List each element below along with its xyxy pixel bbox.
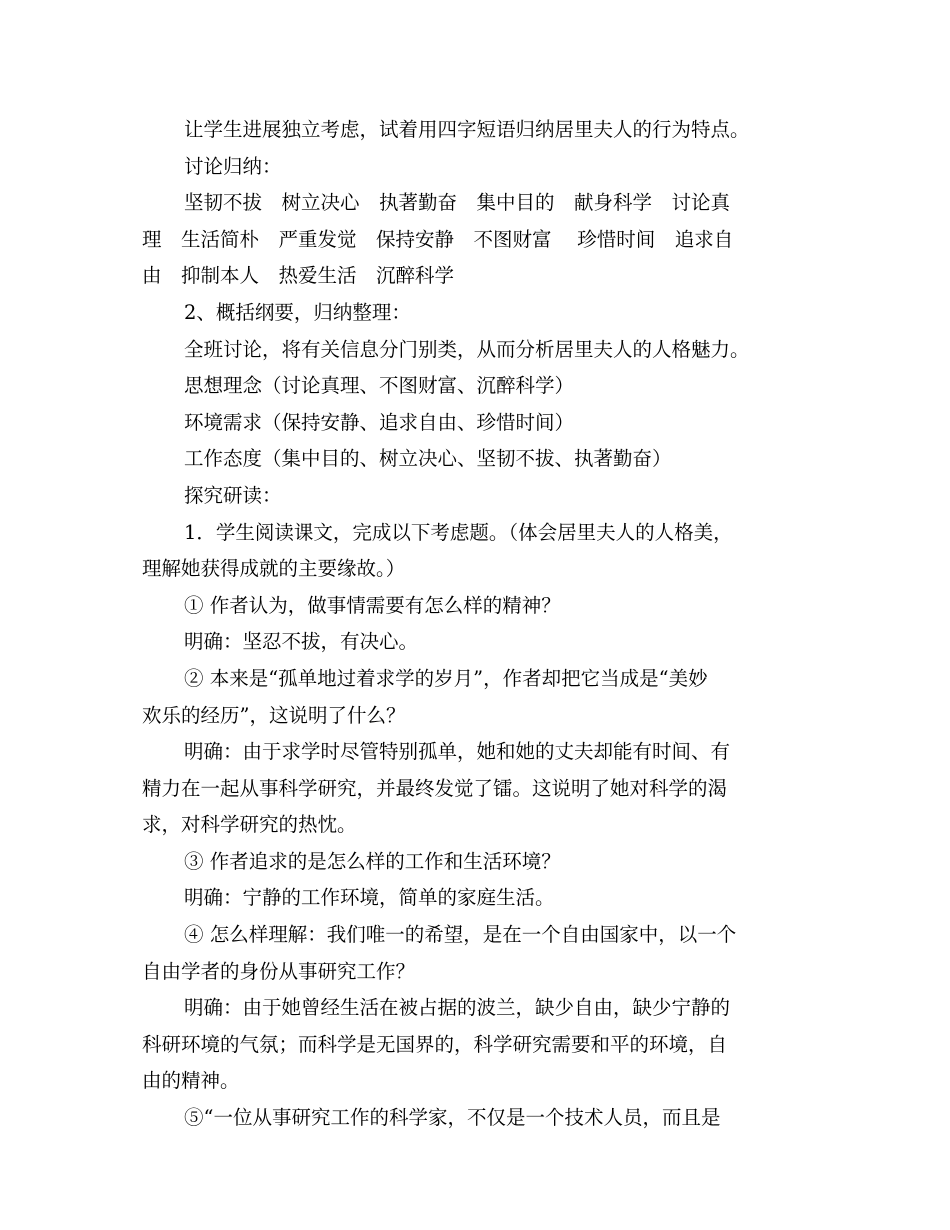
paragraph xyxy=(142,515,810,588)
paragraph xyxy=(142,112,810,149)
text-line: ⑤“一位从事研究工作的科学家，不仅是一个技术人员，而且是 xyxy=(184,1106,721,1130)
answer xyxy=(142,624,810,661)
document-body xyxy=(142,112,810,1137)
text-line: 欢乐的经历”，这说明了什么？ xyxy=(142,703,406,727)
text-line: 理 生活简朴 严重发觉 保持安静 不图财富 珍惜时间 追求自 xyxy=(142,227,734,251)
text-line: ③ 作者追求的是怎么样的工作和生活环境？ xyxy=(184,849,561,873)
text-line: ④ 怎么样理解：我们唯一的希望，是在一个自由国家中，以一个 xyxy=(184,923,737,947)
question xyxy=(142,844,810,881)
paragraph xyxy=(142,441,810,478)
text-line: 全班讨论，将有关信息分门别类，从而分析居里夫人的人格魅力。 xyxy=(184,337,750,361)
text-line: 明确：坚忍不拔，有决心。 xyxy=(184,630,419,654)
text-line: 2、概括纲要，归纳整理： xyxy=(184,300,411,324)
question xyxy=(142,917,810,990)
text-line: 求，对科学研究的热忱。 xyxy=(142,813,357,837)
paragraph xyxy=(142,368,810,405)
answer xyxy=(142,880,810,917)
text-line: 明确：由于她曾经生活在被占据的波兰，缺少自由，缺少宁静的 xyxy=(184,996,731,1020)
text-line: 让学生进展独立考虑，试着用四字短语归纳居里夫人的行为特点。 xyxy=(184,118,750,141)
text-line: 坚韧不拔 树立决心 执著勤奋 集中目的 献身科学 讨论真 xyxy=(184,191,731,215)
question xyxy=(142,588,810,625)
text-line: 自由学者的身份从事研究工作？ xyxy=(142,959,416,983)
paragraph xyxy=(142,185,810,295)
question xyxy=(142,661,810,734)
text-line: 环境需求（保持安静、追求自由、珍惜时间） xyxy=(184,410,575,434)
text-line: 思想理念（讨论真理、不图财富、沉醉科学） xyxy=(184,374,575,398)
paragraph xyxy=(142,149,810,186)
text-line: 讨论归纳： xyxy=(184,154,282,178)
text-line: 理解她获得成就的主要缘故。） xyxy=(142,557,406,581)
section-heading xyxy=(142,295,810,332)
text-line: 探究研读： xyxy=(184,483,282,507)
text-line: 精力在一起从事科学研究，并最终发觉了镭。这说明了她对科学的渴 xyxy=(142,776,728,800)
paragraph xyxy=(142,405,810,442)
answer xyxy=(142,734,810,844)
text-line: ② 本来是“孤单地过着求学的岁月”，作者却把它当成是“美妙 xyxy=(184,666,708,690)
text-line: 工作态度（集中目的、树立决心、坚韧不拔、执著勤奋） xyxy=(184,447,672,471)
text-line: 科研环境的气氛；而科学是无国界的，科学研究需要和平的环境，自 xyxy=(142,1032,728,1056)
text-line: 由的精神。 xyxy=(142,1069,240,1093)
text-line: 由 抑制本人 热爱生活 沉醉科学 xyxy=(142,264,455,288)
section-heading xyxy=(142,478,810,515)
answer xyxy=(142,990,810,1100)
text-line: ① 作者认为，做事情需要有怎么样的精神？ xyxy=(184,593,561,617)
question xyxy=(142,1100,810,1137)
text-line: 明确：宁静的工作环境，简单的家庭生活。 xyxy=(184,886,555,910)
text-line: 明确：由于求学时尽管特别孤单，她和她的丈夫却能有时间、有 xyxy=(184,740,731,764)
paragraph xyxy=(142,332,810,369)
text-line: 1．学生阅读课文，完成以下考虑题。（体会居里夫人的人格美， xyxy=(184,520,733,544)
